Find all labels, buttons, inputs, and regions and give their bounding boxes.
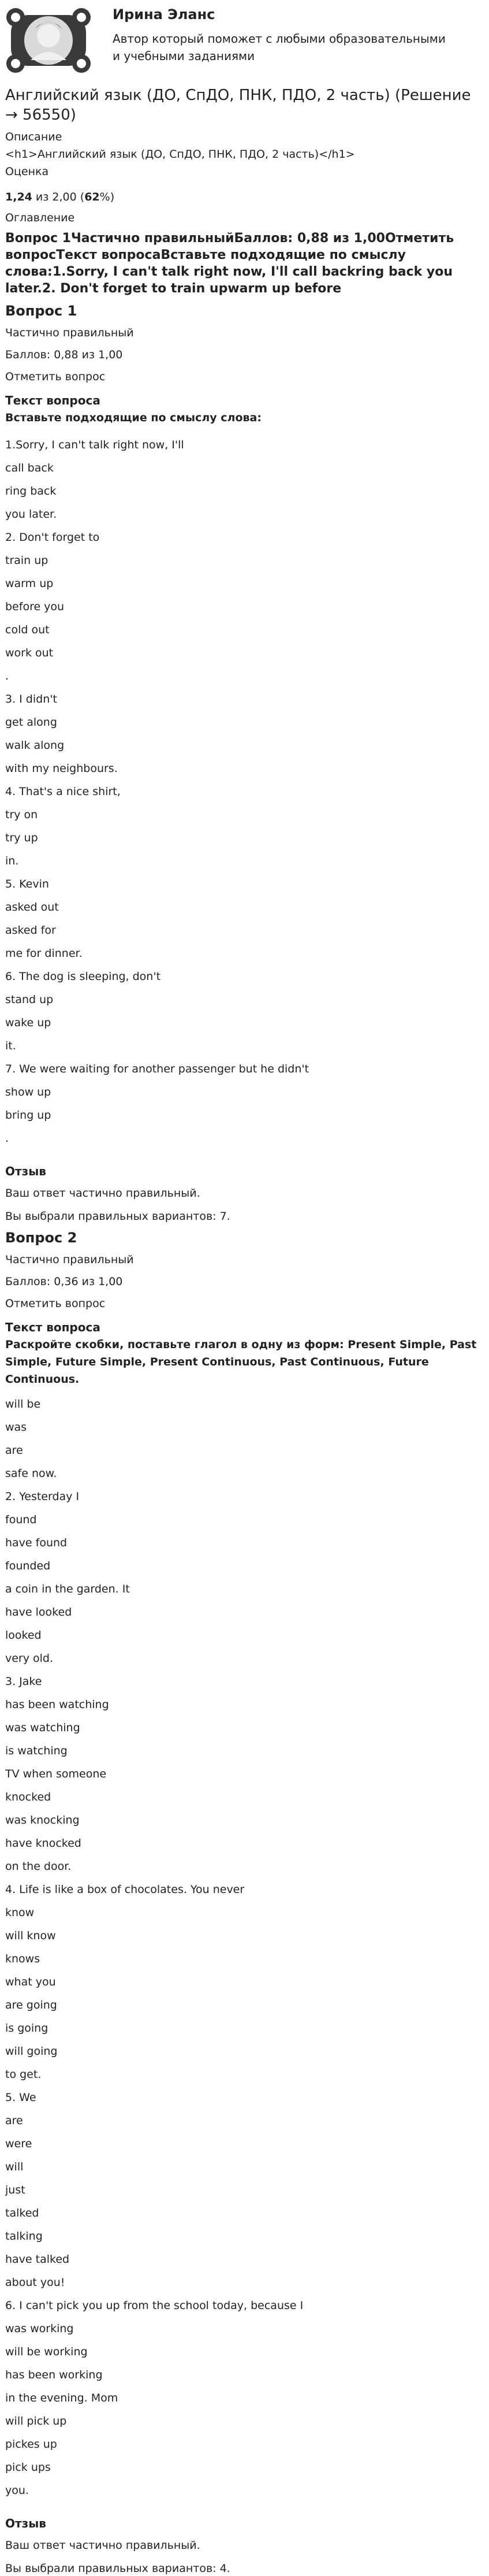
- author-header: [5, 3, 484, 77]
- question-text-line: me for dinner.: [5, 947, 83, 960]
- answer-option[interactable]: will be working: [5, 2345, 88, 2358]
- answer-option[interactable]: have knocked: [5, 1837, 81, 1850]
- answer-option[interactable]: have found: [5, 1536, 68, 1549]
- answer-option[interactable]: call back: [5, 462, 54, 474]
- feedback-result: Ваш ответ частично правильный.: [5, 1187, 200, 1200]
- question-text-line: with my neighbours.: [5, 762, 118, 775]
- question-text-line: 5. Kevin: [5, 878, 49, 890]
- grade-score: 1,24: [5, 191, 32, 203]
- answer-option[interactable]: ring back: [5, 485, 57, 498]
- answer-option[interactable]: is going: [5, 2022, 48, 2035]
- answer-option[interactable]: walk along: [5, 739, 65, 752]
- answer-option[interactable]: is watching: [5, 1744, 68, 1757]
- question-status: Частично правильный: [5, 1253, 134, 1266]
- question-text-line: 4. That's a nice shirt,: [5, 785, 121, 798]
- answer-option[interactable]: will pick up: [5, 2415, 67, 2427]
- question-text-line: what you: [5, 1976, 56, 1988]
- feedback-correct-count: Вы выбрали правильных вариантов: 4.: [5, 2562, 230, 2575]
- answer-option[interactable]: are: [5, 1444, 23, 1457]
- answer-option[interactable]: knocked: [5, 1791, 51, 1803]
- question-points: Баллов: 0,36 из 1,00: [5, 1275, 123, 1288]
- question-text-line: very old.: [5, 1652, 54, 1665]
- avatar: [5, 3, 92, 77]
- answer-option[interactable]: were: [5, 2137, 32, 2150]
- answer-option[interactable]: have looked: [5, 1606, 72, 1619]
- avatar-image: [5, 3, 92, 77]
- question-text-line: you later.: [5, 508, 57, 521]
- question-text-line: .: [5, 1132, 9, 1145]
- question-text-line: TV when someone: [5, 1768, 107, 1780]
- question-1: [5, 302, 484, 1224]
- question-text-line: to get.: [5, 2068, 42, 2081]
- answer-option[interactable]: talked: [5, 2207, 39, 2219]
- question-content: [5, 1393, 484, 2502]
- question-points: Баллов: 0,88 из 1,00: [5, 348, 123, 361]
- answer-option[interactable]: knows: [5, 1953, 40, 1965]
- answer-option[interactable]: will be: [5, 1398, 41, 1411]
- answer-option[interactable]: wake up: [5, 1016, 51, 1029]
- question-title: Вопрос 2: [5, 1230, 77, 1246]
- question-content: [5, 433, 484, 1150]
- question-text-line: just: [5, 2184, 25, 2196]
- question-text-line: 6. The dog is sleeping, don't: [5, 970, 161, 983]
- answer-option[interactable]: bring up: [5, 1109, 51, 1122]
- flag-question-link[interactable]: Отметить вопрос: [5, 370, 106, 383]
- feedback-label: Отзыв: [5, 1164, 46, 1178]
- answer-option[interactable]: will: [5, 2161, 24, 2173]
- description-value: <h1>Английский язык (ДО, СпДО, ПНК, ПДО, 2 часть)</h1>: [5, 148, 355, 161]
- grade-total: из 2,00 (: [32, 191, 85, 203]
- answer-option[interactable]: get along: [5, 716, 57, 729]
- answer-option[interactable]: will know: [5, 1929, 56, 1942]
- flag-question-link[interactable]: Отметить вопрос: [5, 1297, 106, 1310]
- answer-option[interactable]: show up: [5, 1086, 51, 1098]
- question-text-line: a coin in the garden. It: [5, 1583, 130, 1595]
- question-title: Вопрос 1: [5, 303, 77, 319]
- question-text-line: 2. Yesterday I: [5, 1490, 80, 1503]
- answer-option[interactable]: pick ups: [5, 2461, 51, 2474]
- answer-option[interactable]: try up: [5, 832, 38, 844]
- document-title: Английский язык (ДО, СпДО, ПНК, ПДО, 2 часть) (Решение → 56550): [5, 87, 471, 124]
- feedback-correct-count: Вы выбрали правильных вариантов: 7.: [5, 1210, 230, 1223]
- question-text-line: 6. I can't pick you up from the school today, because I: [5, 2299, 304, 2312]
- answer-option[interactable]: was working: [5, 2322, 74, 2335]
- answer-option[interactable]: talking: [5, 2230, 43, 2243]
- feedback-label: Отзыв: [5, 2516, 46, 2530]
- answer-option[interactable]: was knocking: [5, 1814, 80, 1827]
- question-text-line: 2. Don't forget to: [5, 531, 100, 544]
- question-text-line: 5. We: [5, 2091, 36, 2104]
- question-text-line: in the evening. Mom: [5, 2392, 118, 2404]
- grade-tail: %): [99, 191, 115, 203]
- question-text-line: 1.Sorry, I can't talk right now, I'll: [5, 439, 184, 451]
- question-text-line: before you: [5, 600, 65, 613]
- answer-option[interactable]: looked: [5, 1629, 42, 1642]
- answer-option[interactable]: was: [5, 1421, 27, 1434]
- answer-option[interactable]: found: [5, 1513, 37, 1526]
- answer-option[interactable]: are: [5, 2114, 23, 2127]
- question-text-line: 7. We were waiting for another passenger but he didn't: [5, 1063, 309, 1075]
- answer-option[interactable]: asked out: [5, 901, 59, 914]
- toc-text: Вопрос 1Частично правильныйБаллов: 0,88 из 1,00Отметить вопросТекст вопросаВставьте подходящие по смыслу слова:1.Sorry, I can't talk right now, I'll call backring back you later.2. Don't forget to train upwarm up before: [5, 231, 454, 296]
- question-instruction: Раскройте скобки, поставьте глагол в одну из форм: Present Simple, Past Simple, Future Simple, Present Continuous, Past Continuous, Future Continuous.: [5, 1338, 477, 1386]
- answer-option[interactable]: has been watching: [5, 1698, 109, 1711]
- question-status: Частично правильный: [5, 326, 134, 339]
- question-text-line: 3. Jake: [5, 1675, 42, 1688]
- answer-option[interactable]: stand up: [5, 993, 54, 1006]
- answer-option[interactable]: has been working: [5, 2369, 103, 2381]
- answer-option[interactable]: have talked: [5, 2253, 70, 2266]
- answer-option[interactable]: warm up: [5, 577, 54, 590]
- answer-option[interactable]: will going: [5, 2045, 58, 2058]
- question-text-line: it.: [5, 1040, 16, 1052]
- answer-option[interactable]: work out: [5, 647, 54, 659]
- answer-option[interactable]: pickes up: [5, 2438, 57, 2451]
- question-text-line: 4. Life is like a box of chocolates. You never: [5, 1883, 245, 1896]
- answer-option[interactable]: was watching: [5, 1721, 80, 1734]
- author-name[interactable]: Ирина Эланс: [113, 6, 215, 23]
- answer-option[interactable]: cold out: [5, 623, 50, 636]
- grade-value: [5, 188, 484, 206]
- answer-option[interactable]: asked for: [5, 924, 56, 937]
- question-text-line: on the door.: [5, 1860, 72, 1873]
- question-instruction: Вставьте подходящие по смыслу слова:: [5, 411, 262, 424]
- description-label: Описание: [5, 131, 62, 143]
- answer-option[interactable]: know: [5, 1906, 35, 1919]
- author-description: Автор который поможет с любыми образовательными и учебными заданиями: [113, 32, 446, 63]
- question-text-line: you.: [5, 2484, 29, 2497]
- question-text-line: .: [5, 670, 9, 682]
- question-text-line: about you!: [5, 2276, 65, 2289]
- answer-option[interactable]: try on: [5, 808, 38, 821]
- answer-option[interactable]: train up: [5, 554, 48, 567]
- question-text-line: in.: [5, 855, 19, 867]
- question-text-label: Текст вопроса: [5, 394, 100, 407]
- question-2: [5, 1228, 484, 2576]
- grade-percent: 62: [84, 191, 100, 203]
- author-info: [92, 3, 453, 65]
- question-text-line: 3. I didn't: [5, 693, 57, 706]
- question-text-label: Текст вопроса: [5, 1320, 100, 1334]
- toc-label: Оглавление: [5, 211, 75, 224]
- question-text-line: safe now.: [5, 1467, 57, 1480]
- feedback-result: Ваш ответ частично правильный.: [5, 2539, 200, 2552]
- answer-option[interactable]: founded: [5, 1560, 51, 1572]
- answer-option[interactable]: are going: [5, 1999, 57, 2011]
- grade-label: Оценка: [5, 165, 49, 178]
